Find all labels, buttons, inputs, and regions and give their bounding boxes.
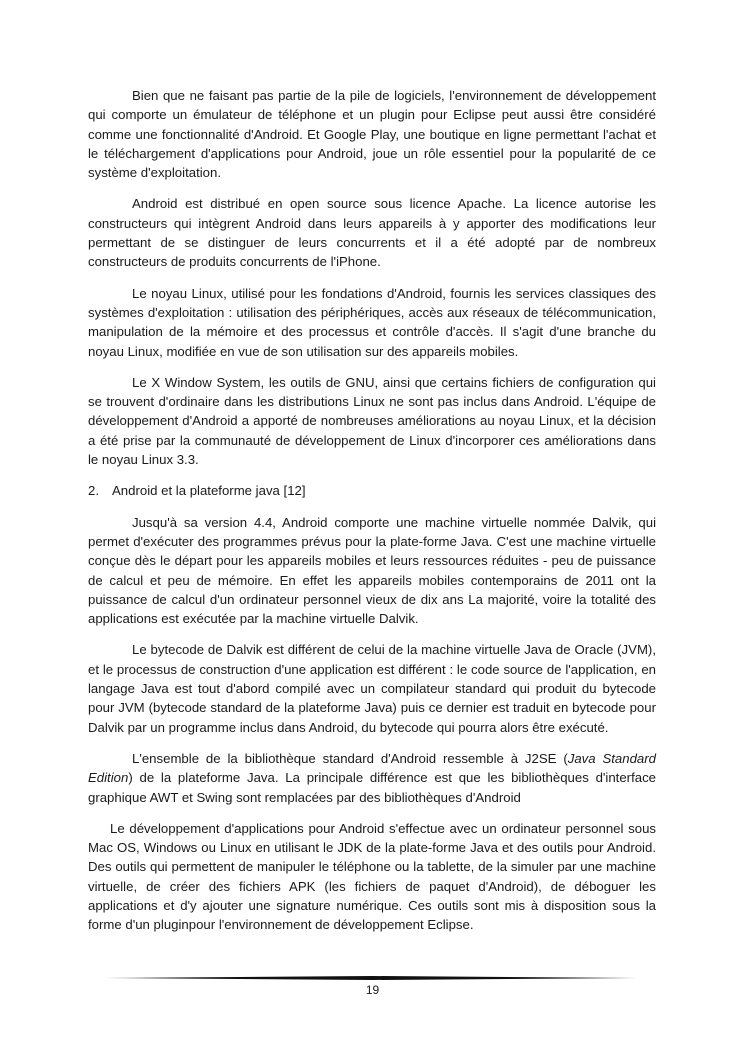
paragraph-x-window-system: Le X Window System, les outils de GNU, ainsi que certains fichiers de configuration qui se trouvent d'ordinaire dans les distributions Linux ne sont pas inclus dans Android. L'équipe de développement d'Android a apporté de nombreuses améliorations au noyau Linux, et la décision a été prise par la communauté de développement de Linux d'incorporer ces améliorations dans le noyau Linux 3.3. (88, 374, 656, 468)
section-number: 2. (88, 483, 99, 499)
paragraph-bytecode: Le bytecode de Dalvik est différent de celui de la machine virtuelle Java de Oracle (JVM), et le processus de construction d'une application est différent : le code source de l'application, en langage Java est tout d'abord compilé avec un compilateur standard qui produit du bytecode pour JVM (bytecode standard de la plateforme Java) puis ce dernier est traduit en bytecode pour Dalvik par un programme inclus dans Android, du bytecode qui pourra alors être exécuté. (88, 642, 656, 735)
footer-divider (104, 976, 642, 980)
library-text-start: L'ensemble de la bibliothèque standard d'Android ressemble à J2SE ( (132, 750, 568, 766)
page-number: 19 (365, 983, 380, 997)
page-body (88, 86, 656, 947)
section-heading (88, 481, 656, 500)
paragraph-dev-environment: Bien que ne faisant pas partie de la pile de logiciels, l'environnement de développement qui comporte un émulateur de téléphone et un plugin pour Eclipse peut aussi être considéré comme une fonctionnalité d'Android. Et Google Play, une boutique en ligne permettant l'achat et le téléchargement d'applications pour Android, joue un rôle essentiel pour la popularité de ce système d'exploitation. (88, 88, 656, 181)
library-text-end: ) de la plateforme Java. La principale différence est que les bibliothèques d'interface graphique AWT et Swing sont remplacées par des bibliothèques d'Android (88, 770, 656, 805)
paragraph-standard-library (88, 749, 656, 807)
paragraph-linux-kernel: Le noyau Linux, utilisé pour les fondations d'Android, fournis les services classiques des systèmes d'exploitation : utilisation des périphériques, accès aux réseaux de télécommunication, manipulation de la mémoire et des processus et contrôle d'accès. Il s'agit d'une branche du noyau Linux, modifiée en vue de son utilisation sur des appareils mobiles. (88, 285, 656, 359)
paragraph-open-source-license: Android est distribué en open source sous licence Apache. La licence autorise les constructeurs qui intègrent Android dans leurs appareils à y apporter des modifications leur permettant de se distinguer de leurs concurrents et il a été adopté par de nombreux constructeurs de produits concurrents de l'iPhone. (88, 196, 656, 270)
paragraph-dalvik-vm: Jusqu'à sa version 4.4, Android comporte une machine virtuelle nommée Dalvik, qui permet d'exécuter des programmes prévus pour la plate-forme Java. C'est une machine virtuelle conçue dès le départ pour les appareils mobiles et leurs ressources réduites - peu de puissance de calcul et peu de mémoire. En effet les appareils mobiles contemporains de 2011 ont la puissance de calcul d'un ordinateur personnel vieux de dix ans La majorité, voire la totalité des applications est exécutée par la machine virtuelle Dalvik. (88, 514, 656, 627)
section-title: Android et la plateforme java [12] (112, 483, 306, 499)
java-standard-edition-term: Java Standard Edition (88, 750, 656, 786)
paragraph-development-tools: Le développement d'applications pour Android s'effectue avec un ordinateur personnel sous Mac OS, Windows ou Linux en utilisant le JDK de la plate-forme Java et des outils pour Android. Des outils qui permettent de manipuler le téléphone ou la tablette, de la simuler par une machine virtuelle, de créer des fichiers APK (les fichiers de paquet d'Android), de déboguer les applications et d'y ajouter une signature numérique. Ces outils sont mis à disposition sous la forme d'un pluginpour l'environnement de développement Eclipse. (88, 820, 656, 933)
